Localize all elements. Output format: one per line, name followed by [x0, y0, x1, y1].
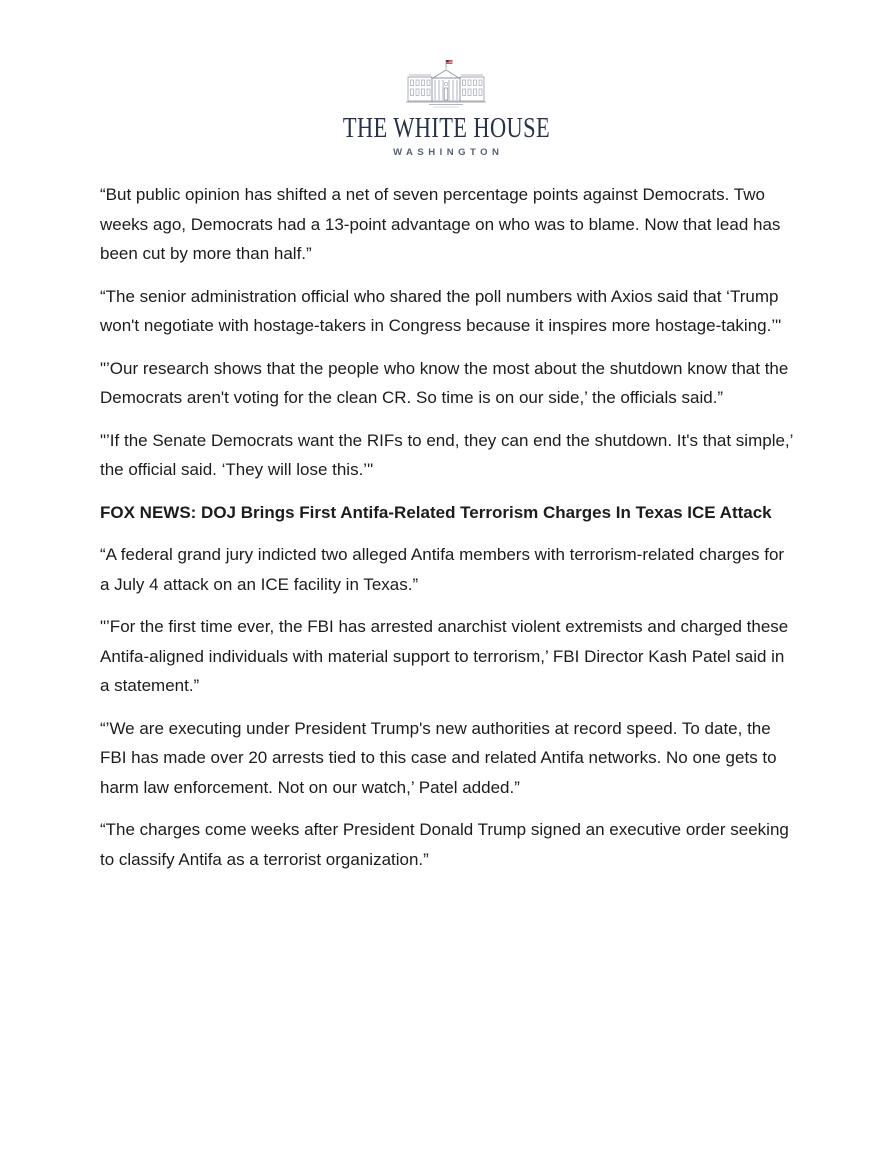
paragraph-quote: “’We are executing under President Trump's new authorities at record speed. To date, the FBI has made over 20 arrests tied to this case and related Antifa networks. No one gets to harm law enforcement. Not on our watch,’ Patel added.”	[100, 718, 777, 797]
paragraph-quote: "’If the Senate Democrats want the RIFs to end, they can end the shutdown. It's that simple,’ the official said. ‘They will lose this.’"	[100, 430, 793, 480]
paragraph-quote: “The charges come weeks after President Donald Trump signed an executive order seeking to classify Antifa as a terrorist organization.”	[100, 820, 789, 869]
document-body	[100, 180, 794, 874]
logo-title: THE WHITE HOUSE	[342, 113, 550, 144]
section-heading: FOX NEWS: DOJ Brings First Antifa-Related Terrorism Charges In Texas ICE Attack	[100, 502, 772, 522]
paragraph-quote: "’Our research shows that the people who know the most about the shutdown know that the Democrats aren't voting for the clean CR. So time is on our side,’ the officials said.”	[100, 358, 789, 408]
paragraph-quote: “But public opinion has shifted a net of seven percentage points against Democrats. Two weeks ago, Democrats had a 13-point advantage on who was to blame. Now that lead has been cut by more than half.”	[100, 185, 781, 264]
paragraph-quote: “The senior administration official who shared the poll numbers with Axios said that ‘Trump won't negotiate with hostage-takers in Congress because it inspires more hostage-taking.’"	[100, 286, 782, 336]
logo-subtitle: WASHINGTON	[393, 147, 504, 159]
paragraph-quote: “A federal grand jury indicted two alleged Antifa members with terrorism-related charges for a July 4 attack on an ICE facility in Texas.”	[100, 545, 785, 594]
white-house-building-icon	[394, 58, 498, 110]
white-house-letterhead	[0, 0, 892, 158]
paragraph-quote: "’For the first time ever, the FBI has arrested anarchist violent extremists and charged these Antifa-aligned individuals with material support to terrorism,’ FBI Director Kash Patel said in a statement.”	[100, 617, 789, 696]
